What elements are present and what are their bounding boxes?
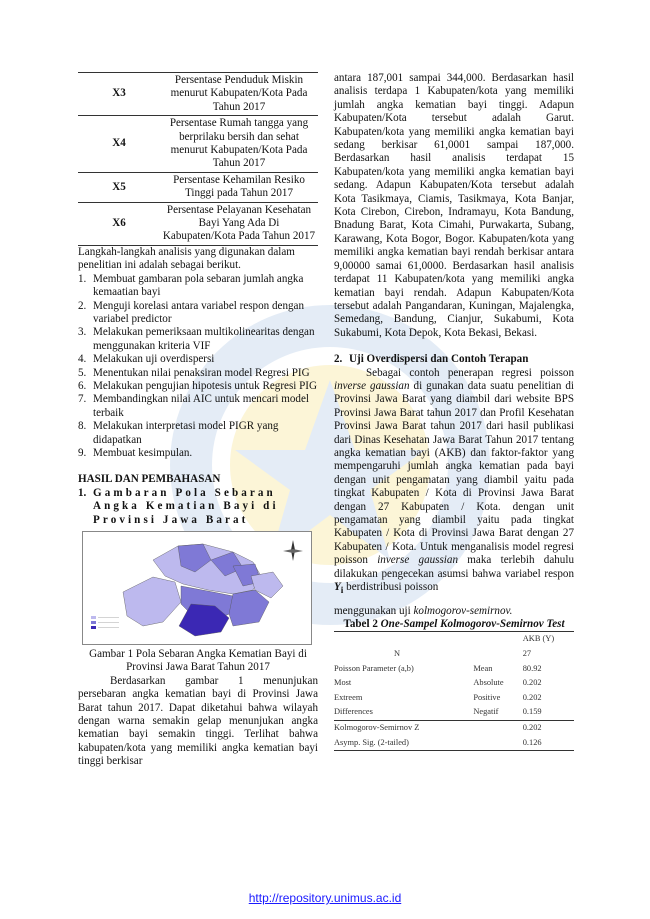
variable-code: X6: [78, 202, 160, 245]
subsection-1-title: 1. Gambaran Pola Sebaran Angka Kematian Bayi di Provinsi Jawa Barat: [78, 486, 279, 526]
column-header: AKB (Y): [523, 632, 574, 647]
list-item: 1. Membuat gambaran pola sebaran jumlah angka kemaatian bayi: [78, 272, 304, 299]
table-row: [78, 116, 318, 173]
west-java-map: [83, 532, 311, 644]
compass-icon: [283, 540, 303, 562]
page-footer: [0, 891, 650, 905]
right-column: [334, 72, 574, 751]
list-item: 5. Menentukan nilai penaksiran model Regresi PIG: [78, 366, 310, 379]
variable-code: X4: [78, 116, 160, 173]
table-row: Extreem Positive 0.202: [334, 692, 542, 702]
body-paragraph: Berdasarkan gambar 1 menunjukan persebaran angka kematian bayi di Provinsi Jawa Barat tahun 2017. Dapat diketahui bahwa wilayah dengan warna semakin gelap menunjukan angka kematian bayi semakin tinggi. Terlihat bahwa kabupaten/kota yang memiliki angka kematian bayi tinggi berkisar: [78, 674, 318, 768]
table-header-row: [334, 632, 574, 647]
table-row: [78, 172, 318, 202]
ks-test-table: [334, 631, 574, 751]
table-row: Differences Negatif 0.159: [334, 707, 542, 717]
variable-description: Persentase Pelayanan Kesehatan Bayi Yang Ada Di Kabupaten/Kota Pada Tahun 2017: [160, 202, 318, 245]
table-row: Most Absolute 0.202: [334, 678, 542, 688]
list-item: 8. Melakukan interpretasi model PIGR yang didapatkan: [78, 420, 279, 446]
table-2-title: Tabel 2 One-Sampel Kolmogorov-Semirnov Test: [343, 618, 565, 631]
repository-link[interactable]: http://repository.unimus.ac.id: [248, 891, 402, 905]
variable-description: Persentase Kehamilan Resiko Tinggi pada Tahun 2017: [160, 172, 318, 202]
table-row: Poisson Parameter (a,b) Mean 80.92: [334, 663, 542, 673]
variable-description: Persentase Rumah tangga yang berprilaku bersih dan sehat menurut Kabupaten/Kota Pada Tahun 2017: [160, 116, 318, 173]
list-item: 2. Menguji korelasi antara variabel respon dengan variabel predictor: [78, 299, 305, 325]
body-paragraph: antara 187,001 sampai 344,000. Berdasarkan hasil analisis terdapa 1 Kabupaten/kota yang memiliki jumlah angka kematian bayi tinggi. Adapun Kabupaten/Kota tersebut adalah Garut. Kabupaten/kota yang memiliki angka kematian bayi sedang berkisar 61,0001 sampai 187,000. Berdasarkan hasil analisis terdapat 15 Kabupaten/kota yang memiliki angka kematian bayi sedang. Adapun Kabupaten/Kota tersebut adalah Kota Tasikmaya, Ciamis, Tasikmaya, Kota Banjar, Kota Cirebon, Cirebon, Indramayu, Kota Bandung, Bnadung Barat, Kota Cimahi, Purwakarta, Subang, Karawang, Kota Bogor, Bogor. Kabupaten/kota yang memiliki angka kematian bayi rendah berkisar antara 9,00000 samai 61,0000. Berdasarkan hasil analisis terdapat 11 Kabupaten/kota yang memiliki angka kematian bayi rendah. Adapun Kabupaten/Kota tersebut adalah Pangandaran, Kuningan, Majalengka, Semedang, Bandung, Cianjur, Sukabumi, Kota Sukabumi, Kota Depok, Kota Bekasi, Bekasi.: [334, 72, 574, 339]
results-heading: HASIL DAN PEMBAHASAN: [78, 473, 221, 486]
list-item: 7. Membandingkan nilai AIC untuk mencari model terbaik: [78, 393, 309, 419]
analysis-steps-list: [78, 273, 318, 461]
table-row: [78, 202, 318, 245]
choropleth-map: [82, 531, 312, 645]
table-row: Asymp. Sig. (2-tailed) 0.126: [334, 736, 574, 751]
subsection-2-title: 2. Uji Overdispersi dan Contoh Terapan: [334, 353, 529, 366]
list-item: 3. Melakukan pemeriksaan multikolinearitas dengan menggunakan kriteria VIF: [78, 326, 315, 352]
variable-code: X5: [78, 172, 160, 202]
table-row: N 27: [394, 649, 532, 659]
figure-caption: Gambar 1 Pola Sebaran Angka Kematian Bayi di Provinsi Jawa Barat Tahun 2017: [89, 648, 307, 674]
list-item: 4. Melakukan uji overdispersi: [78, 353, 215, 366]
table-row: [78, 73, 318, 116]
list-item: 6. Melakukan pengujian hipotesis untuk Regresi PIG: [78, 379, 317, 392]
variable-code: X3: [78, 73, 160, 116]
left-column: [78, 72, 318, 769]
list-item: 9. Membuat kesimpulan.: [78, 446, 193, 459]
body-paragraph: menggunakan uji kolmogorov-semirnov.: [334, 604, 513, 617]
steps-intro: Langkah-langkah analisis yang digunakan dalam penelitian ini adalah sebagai berikut.: [78, 245, 295, 272]
variables-table: [78, 72, 318, 246]
variable-description: Persentase Penduduk Miskin menurut Kabupaten/Kota Pada Tahun 2017: [160, 73, 318, 116]
table-row: Kolmogorov-Semirnov Z 0.202: [334, 721, 574, 736]
body-paragraph: Sebagai contoh penerapan regresi poisson inverse gaussian di gunakan data suatu penelitian di Provinsi Jawa Barat yang diambil dari website BPS Provinsi Jawa Barat tahun 2017 dan Profil Kesehatan Provinsi Jawa Barat tahun 2017 dari hasil publikasi dari Dinas Kesehatan Jawa Barat Tahun 2017 tentang angka kematian bayi (AKB) dan faktor-faktor yang mempengaruhi jumlah angka kematian pada bayi dengan unit pengamatan yang diambil yaitu pada tingkat Kabupaten / Kota di Provinsi Jawa Barat dengan 27 Kabupaten / Kota. dengan unit pengamatan yang diambil yaitu pada tingkat Kabupaten / Kota di Provinsi Jawa Barat dengan 27 Kabupaten / Kota. Untuk menganalisis model regresi poisson inverse gaussian maka terlebih dahulu dilakukan pengecekan asumsi bahwa variabel respon $Y_i$ berdistribusi poisson: [334, 366, 575, 597]
